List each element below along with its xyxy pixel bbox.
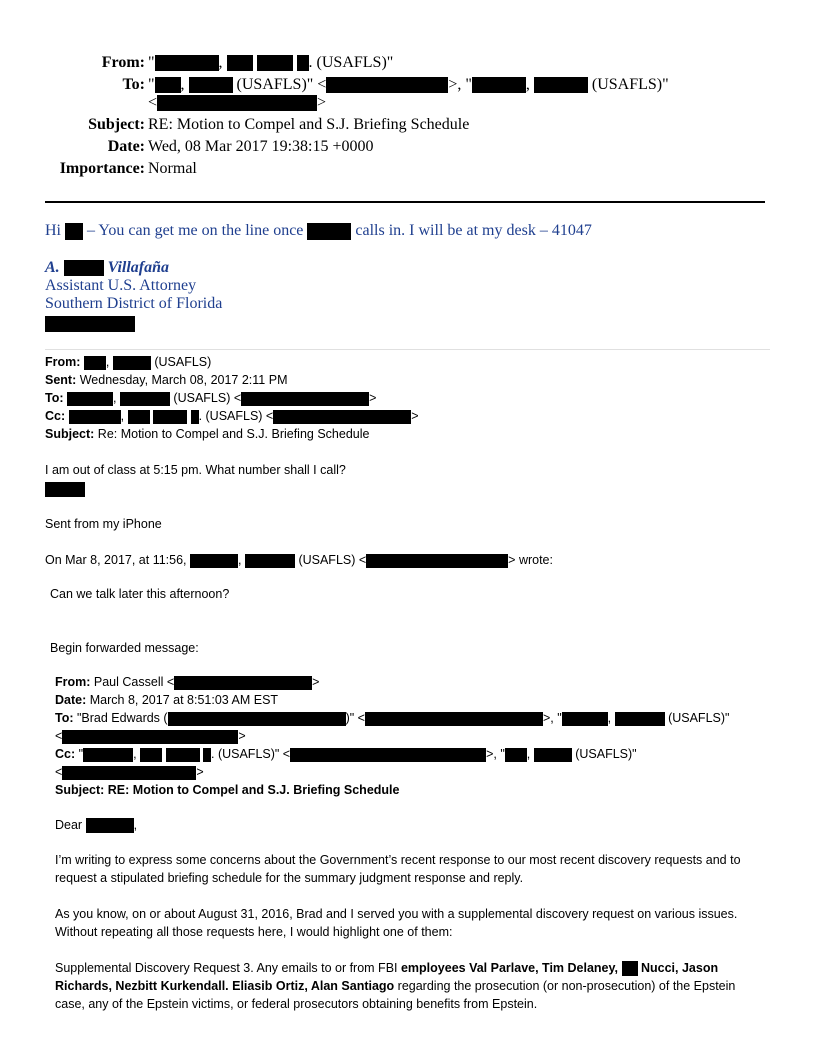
- redaction: [62, 730, 238, 744]
- redaction: [45, 482, 85, 497]
- reply-text-2: calls in. I will be at my desk – 41047: [351, 222, 592, 239]
- header-subject-value: RE: Motion to Compel and S.J. Briefing Schedule: [148, 116, 470, 133]
- redaction: [174, 676, 312, 690]
- redaction: [189, 77, 233, 93]
- redaction: [615, 712, 665, 726]
- email3-to-mid: )" <: [345, 711, 365, 725]
- p3-part-b: employees Val Parlave, Tim Delaney,: [400, 961, 619, 975]
- header-to-sep: >, ": [448, 76, 472, 93]
- redaction: [290, 748, 486, 762]
- redaction: [505, 748, 527, 762]
- header-to-label: To:: [122, 76, 145, 93]
- redaction: [534, 748, 572, 762]
- email2-subject-label: Subject:: [45, 427, 95, 441]
- email3-to-value: "Brad Edwards (: [73, 711, 168, 725]
- email3-from-value: Paul Cassell <: [90, 675, 175, 689]
- email3-date-row: [55, 691, 278, 709]
- redaction: [65, 223, 83, 240]
- p3-part-a: Supplemental Discovery Request 3. Any emails to or from FBI: [55, 961, 401, 975]
- email3-paragraph-1: I’m writing to express some concerns about the Government’s recent response to our most recent discovery requests and to request a stipulated briefing schedule for the summary judgment response and reply.: [55, 853, 741, 885]
- redaction: [64, 260, 104, 276]
- redaction: [166, 748, 200, 762]
- email2-sent-label: Sent:: [45, 373, 77, 387]
- thin-divider: [45, 349, 770, 350]
- redaction: [69, 410, 121, 424]
- redaction: [67, 392, 113, 406]
- redaction: [153, 410, 187, 424]
- email3-cc-sep: >, ": [486, 747, 505, 761]
- header-date-label: Date:: [107, 138, 145, 155]
- signature-office: Southern District of Florida: [45, 295, 223, 312]
- redaction: [113, 356, 151, 370]
- signature-block: [45, 259, 222, 333]
- signature-title: Assistant U.S. Attorney: [45, 277, 197, 294]
- header-subject-label: Subject:: [88, 116, 145, 133]
- redaction: [191, 410, 199, 424]
- redaction: [128, 410, 150, 424]
- redaction: [227, 55, 253, 71]
- redaction: [83, 748, 133, 762]
- email3-subject-row: Subject: RE: Motion to Compel and S.J. Briefing Schedule: [55, 783, 400, 797]
- email3-date-label: Date:: [55, 693, 87, 707]
- redaction: [326, 77, 448, 93]
- email3-cc-row: Cc: " , . (USAFLS)" < >, " , (USAFLS)": [55, 747, 637, 761]
- email2-body-line: I am out of class at 5:15 pm. What number shall I call?: [45, 463, 346, 477]
- email2-from-row: From: , (USAFLS): [45, 355, 212, 369]
- redaction: [84, 356, 106, 370]
- email2-sent-value: Wednesday, March 08, 2017 2:11 PM: [76, 373, 288, 387]
- redaction: [257, 55, 293, 71]
- email3-cc-label: Cc:: [55, 747, 76, 761]
- email2-cc-value: . (USAFLS) <: [198, 409, 274, 423]
- redaction: [622, 961, 638, 976]
- p3-part-c: Nucci, Jason Richards, Nezbitt Kurkendall. Eliasib Ortiz, Alan Santiago: [55, 961, 719, 993]
- email3-from-row: From: Paul Cassell < >: [55, 675, 320, 689]
- email2-sent-row: [45, 371, 287, 389]
- on-wrote-mid: (USAFLS) <: [294, 553, 367, 567]
- email3-cc-value: ": [75, 747, 84, 761]
- redaction: [168, 712, 346, 726]
- redaction: [366, 554, 508, 568]
- email3-salutation: Dear ,: [55, 818, 138, 832]
- redaction: [203, 748, 211, 762]
- redaction: [534, 77, 588, 93]
- email3-from-label: From:: [55, 675, 91, 689]
- redaction: [155, 55, 219, 71]
- email2-to-row: To: , (USAFLS) < >: [45, 391, 377, 405]
- email3-cc-row-2: < >: [55, 765, 204, 779]
- header-from-value: . (USAFLS)": [308, 54, 394, 71]
- email3-to-sep: >, ": [542, 711, 562, 725]
- reply-message: [45, 222, 592, 240]
- redaction: [140, 748, 162, 762]
- email2-from-label: From:: [45, 355, 81, 369]
- redaction: [307, 223, 351, 240]
- on-wrote-line: On Mar 8, 2017, at 11:56, , (USAFLS) < > wrote:: [45, 553, 553, 567]
- begin-forwarded: Begin forwarded message:: [50, 641, 199, 655]
- email3-to-row-2: < >: [55, 729, 246, 743]
- header-importance-value: Normal: [148, 160, 197, 177]
- p3-part-d: regarding the prosecution (or non-prosecution) of the Epstein case, any of the Epstein victims, or federal prosecutors obtaining benefits from Epstein.: [55, 979, 736, 1011]
- signature-surname: Villafaña: [107, 259, 170, 276]
- header-importance-label: Importance:: [59, 160, 145, 177]
- header-date-value: Wed, 08 Mar 2017 19:38:15 +0000: [148, 138, 374, 155]
- email2-subject-value: Re: Motion to Compel and S.J. Briefing Schedule: [94, 427, 370, 441]
- redaction: [86, 818, 134, 833]
- header-to-tail: (USAFLS)": [587, 76, 669, 93]
- on-wrote-prefix: On Mar 8, 2017, at 11:56,: [45, 553, 187, 567]
- email3-to-label: To:: [55, 711, 74, 725]
- email3-cc-mid: . (USAFLS)" <: [211, 747, 291, 761]
- redaction: [245, 554, 295, 568]
- email3-paragraph-2: As you know, on or about August 31, 2016, Brad and I served you with a supplemental discovery request on various issues. Without repeating all those requests here, I would highlight one of them:: [55, 907, 738, 939]
- on-wrote-suffix: > wrote:: [508, 553, 553, 567]
- redaction: [190, 554, 238, 568]
- redaction: [273, 410, 411, 424]
- email2-cc-label: Cc:: [45, 409, 66, 423]
- signature-initial: A.: [45, 259, 60, 276]
- header-to-value: (USAFLS)" <: [232, 76, 327, 93]
- email3-date-value: March 8, 2017 at 8:51:03 AM EST: [86, 693, 279, 707]
- quoted-question: Can we talk later this afternoon?: [50, 587, 230, 601]
- redaction: [241, 392, 369, 406]
- redaction: [365, 712, 543, 726]
- reply-text-1: – You can get me on the line once: [83, 222, 304, 239]
- email2-to-value: (USAFLS) <: [169, 391, 242, 405]
- email3-cc-tail: (USAFLS)": [571, 747, 637, 761]
- email3-to-tail: (USAFLS)": [664, 711, 730, 725]
- redaction: [297, 55, 309, 71]
- redaction: [45, 316, 135, 332]
- email3-to-row: To: "Brad Edwards ( )" < >, " , (USAFLS)": [55, 711, 730, 725]
- redaction: [157, 95, 317, 111]
- email2-from-value: (USAFLS): [150, 355, 212, 369]
- salutation-text: Dear: [55, 818, 83, 832]
- header-from-label: From:: [101, 54, 145, 71]
- redaction: [155, 77, 181, 93]
- sent-from-line: Sent from my iPhone: [45, 517, 162, 531]
- email2-subject-row: [45, 425, 369, 443]
- email2-cc-row: Cc: , . (USAFLS) < >: [45, 409, 419, 423]
- redaction: [562, 712, 608, 726]
- email2-to-label: To:: [45, 391, 64, 405]
- divider: [45, 201, 765, 203]
- redaction: [120, 392, 170, 406]
- redaction: [62, 766, 196, 780]
- redaction: [472, 77, 526, 93]
- email3-paragraph-3: [55, 959, 760, 1013]
- reply-greeting: Hi: [45, 222, 61, 239]
